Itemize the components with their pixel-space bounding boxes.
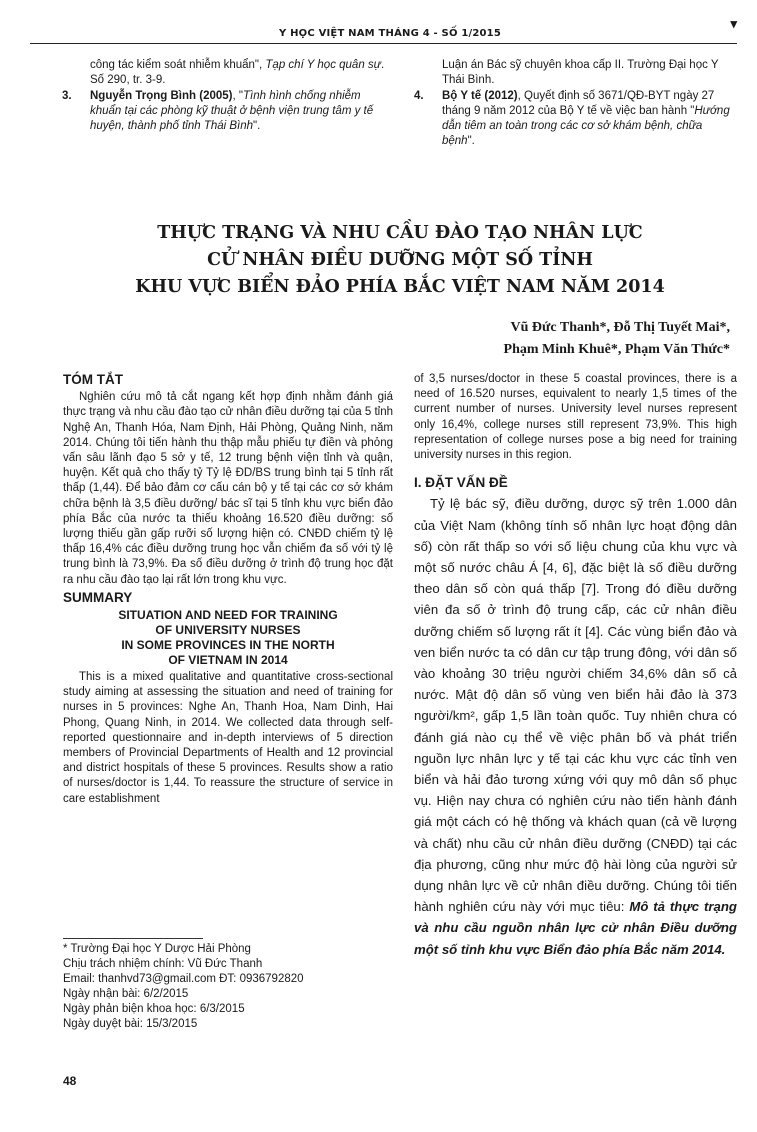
summary-text-continued: of 3,5 nurses/doctor in these 5 coastal provinces, there is a need of 16.520 nurses, equivalent to nearly 1,5 times of the current number of nurses. University level nurses represent only 16,4%, college nurses still represent 73,9%. This high representation of college nurses pose a big need for training university nurses in this region. — [414, 373, 737, 462]
footnote-line: * Trường Đại học Y Dược Hải Phòng — [63, 943, 251, 955]
footnote-line: Ngày phản biện khoa học: 6/3/2015 — [63, 1003, 245, 1015]
reference-item: công tác kiểm soát nhiễm khuẩn", Tạp chí Y học quân sự. Số 290, tr. 3-9. — [90, 59, 385, 86]
article-title — [80, 220, 720, 301]
reference-item: 4. Bộ Y tế (2012), Quyết định số 3671/QĐ-BYT ngày 27 tháng 9 năm 2012 của Bộ Y tế về việc ban hành "Hướng dẫn tiêm an toàn trong các cơ sở khám bệnh, chữa bệnh". — [414, 90, 730, 147]
reference-item: Luận án Bác sỹ chuyên khoa cấp II. Trường Đại học Y Thái Bình. — [442, 59, 719, 86]
left-column — [63, 372, 393, 807]
title-line: THỰC TRẠNG VÀ NHU CẦU ĐÀO TẠO NHÂN LỰC — [157, 223, 643, 243]
page-number: 48 — [63, 1074, 77, 1088]
title-line: KHU VỰC BIỂN ĐẢO PHÍA BẮC VIỆT NAM NĂM 2014 — [135, 277, 665, 297]
study-objective: Mô tả thực trạng và nhu cầu nguồn nhân lực cử nhân Điều dưỡng một số tỉnh khu vực Biển đảo phía Bắc năm 2014. — [414, 899, 737, 957]
summary-heading: SUMMARY — [63, 589, 133, 605]
abstract-heading: TÓM TẮT — [63, 372, 123, 387]
title-line: CỬ NHÂN ĐIỀU DƯỠNG MỘT SỐ TỈNH — [207, 250, 593, 270]
summary-title: SITUATION AND NEED FOR TRAINING OF UNIVERSITY NURSES IN SOME PROVINCES IN THE NORTH OF VIETNAM IN 2014 — [118, 608, 338, 668]
intro-heading: I. ĐẶT VẤN ĐỀ — [414, 475, 508, 491]
abstract-text: Nghiên cứu mô tả cắt ngang kết hợp định nhằm đánh giá thực trạng và nhu cầu đào tạo cử nhân điều dưỡng tại của 5 tỉnh Nghệ An, Thanh Hóa, Nam Định, Hải Phòng, Quảng Ninh, năm 2014. Chúng tôi tiến hành thu thập mẫu phiếu tự điền và phỏng vấn sâu lãnh đạo 5 sở y tế, 12 trung bệnh viện tỉnh và quận, huyện. Kết quả cho thấy tỷ Tỷ lệ ĐD/BS trung bình tại 5 tỉnh rất thấp (1,44). Để bảo đảm cơ cấu cán bộ y tế tại các cơ sở khám chữa bệnh là 3,5 điều dưỡng/ bác sĩ tại 5 tỉnh khu vực biển đảo phía Bắc của nước ta thiếu khoảng 16.520 điều dưỡng: số lượng thiếu gần gấp rưỡi số lượng hiện có. CNĐD chiếm tỷ lệ thấp 16,4% các điều dưỡng trung học vẫn chiếm đa số với tỷ lệ trung bình là 73,9%. Đa số điều dưỡng ở trình độ trung học đặt ra nhu cầu đào tạo lại rất lớn trong khu vực. — [63, 391, 393, 586]
running-header — [30, 16, 737, 44]
author-line: Vũ Đức Thanh*, Đỗ Thị Tuyết Mai*, — [510, 320, 730, 335]
author-line: Phạm Minh Khuê*, Phạm Văn Thức* — [503, 342, 730, 357]
references-left — [62, 58, 392, 135]
footnote-line: Ngày duyệt bài: 15/3/2015 — [63, 1018, 198, 1030]
footnote-divider — [63, 938, 203, 939]
footnote-line: Email: thanhvd73@gmail.com ĐT: 0936792820 — [63, 973, 304, 985]
intro-text: Tỷ lệ bác sỹ, điều dưỡng, dược sỹ trên 1.000 dân của Việt Nam (không tính số nhân lực hoạt động dân số) còn rất thấp so với số liệu chung của khu vực và một số nước châu Á [4, 6], đặc biệt là số điều dưỡng theo dân số còn quá thấp [7]. Trong đó điều dưỡng viên đa số ở trình độ trung cấp, các cử nhân điều dưỡng chiếm số lượng rất ít [4]. Các vùng biển đảo và ven biển nước ta có dân cư tập trung đông, với dân số vào khoảng 30 triệu người chiếm 34,6% dân số cả nước. Mật độ dân số vùng ven biển hải đảo là 373 người/km², gấp 1,5 lần toàn quốc. Tuy nhiên chưa có đánh giá nào cụ thể về việc phân bố và phát triển nguồn lực nhân lực y tế tại các khu vực các tỉnh ven biển và hải đảo tương xứng với quy mô dân số phục vụ. Hiện nay chưa có nghiên cứu nào tiến hành đánh giá một cách có hệ thống và khách quan (cả về lượng và chất) nhu cầu cử nhân điều dưỡng (CNĐD) tại các địa phương, cũng như mức độ hài lòng của người sử dụng nhân lực về cử nhân điều dưỡng. Chúng tôi tiến hành nghiên cứu này với mục tiêu: Mô tả thực trạng và nhu cầu nguồn nhân lực cử nhân Điều dưỡng một số tỉnh khu vực Biển đảo phía Bắc năm 2014. — [414, 496, 737, 957]
references-right — [414, 58, 734, 150]
footnote-line: Chịu trách nhiệm chính: Vũ Đức Thanh — [63, 958, 263, 970]
reference-item: 3. Nguyễn Trọng Bình (2005), "Tình hình chống nhiễm khuẩn tại các phòng kỹ thuật ở bệnh viện trung tâm y tế huyện, thành phố tỉnh Thái Bình". — [62, 90, 374, 132]
footnote-line: Ngày nhận bài: 6/2/2015 — [63, 988, 189, 1000]
corner-mark: ▾ — [730, 16, 737, 31]
right-column — [414, 372, 737, 960]
footnotes — [63, 942, 393, 1032]
author-list — [400, 317, 730, 361]
journal-header: Y HỌC VIỆT NAM THÁNG 4 - SỐ 1/2015 — [278, 28, 501, 39]
summary-text: This is a mixed qualitative and quantitative cross-sectional study aiming at assessing the situation and need of training for nurses in 5 provinces: Nghe An, Thanh Hoa, Nam Dinh, Hai Phong, Quang Ninh, in 2014. We collected data through self-reported questionnaire and in-depth interviews of 5 direction members of Provincial Departments of Health and 12 provincial and district hospitals of these 5 provinces. Results show a ratio of nurses/doctor is 1,44. To reassure the structure of service in care establishment — [63, 671, 393, 805]
